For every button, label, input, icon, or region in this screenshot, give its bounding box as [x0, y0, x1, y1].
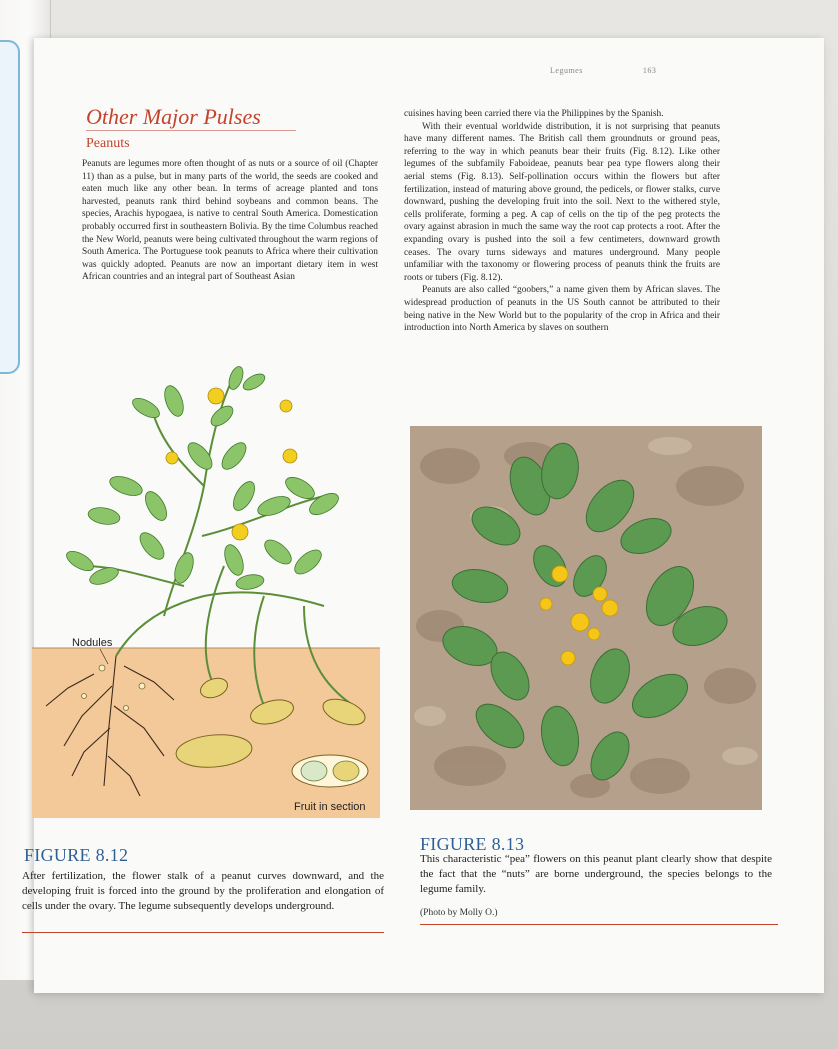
section-title: Other Major Pulses [86, 104, 261, 129]
left-page-fragment [0, 140, 2, 153]
page-number: 163 [642, 66, 657, 75]
text-column-left [82, 158, 378, 284]
fruit-section-callout: Fruit in section [294, 801, 366, 813]
nodules-callout: Nodules [72, 637, 113, 649]
figure-8-13-caption: This characteristic “pea” flowers on this peanut plant clearly show that despite the fact that the “nuts” are borne underground, the species belongs to the legume family. [420, 853, 772, 895]
peanut-plant-illustration [24, 356, 384, 821]
soil-layer [32, 648, 380, 818]
leaves [64, 365, 342, 592]
left-page-fragment [0, 192, 2, 205]
left-page-fragment [0, 153, 2, 166]
left-page-text-fragments [0, 140, 2, 283]
running-head-section: Legumes [550, 66, 583, 75]
figure-8-12-caption: After fertilization, the flower stalk of a peanut curves downward, and the developing fruit is forced into the ground by the proliferation and elongation of cells under the ovary. The legume subsequently develops underground. [22, 870, 384, 912]
fruit-in-section [292, 755, 368, 787]
text-column-right [404, 108, 720, 335]
left-page-fragment [0, 205, 2, 218]
running-head [550, 66, 690, 75]
left-page-fragment [0, 166, 2, 179]
left-page-fragment [0, 231, 2, 244]
figure-8-13-label: FIGURE 8.13 [420, 834, 525, 854]
left-page-fragment [0, 270, 2, 283]
photo-credit: (Photo by Molly O.) [420, 908, 498, 918]
caption-rule [22, 932, 384, 933]
paragraph: cuisines having been carried there via the Philippines by the Spanish. [404, 109, 664, 119]
paragraph: Peanuts are legumes more often thought of as nuts or a source of oil (Chapter 11) than as a pulse, but in many parts of the world, the seeds are cooked and eaten much like any other bean. In terms of acreage planted and tons harvested, peanuts rank third behind soybeans and common beans. The species, Arachis hypogaea, is native to central South America. Domestication probably occurred first in southeastern Bolivia. By the time Columbus reached the New World, peanuts were being cultivated throughout the warm regions of South America. The Portuguese took peanuts to Africa where their cultivation was quickly adopted. Peanuts are now an important dietary item in west African countries and an integral part of Southeast Asian [82, 159, 378, 283]
figure-8-12-label: FIGURE 8.12 [24, 845, 129, 865]
left-page-fragment [0, 218, 2, 231]
subsection-title: Peanuts [86, 136, 130, 151]
left-page-fragment [0, 244, 2, 257]
peanut-plant-photo [410, 426, 762, 810]
left-page-fragment [0, 179, 2, 192]
chapter-tab [0, 40, 20, 374]
caption-rule [420, 924, 778, 925]
left-page-fragment [0, 257, 2, 270]
paragraph: Peanuts are also called “goobers,” a name given them by African slaves. The widespread production of peanuts in the US South cannot be attributed to their being native in the New World but to the popularity of the crop in Africa and their introduction into North America by slaves on southern [404, 285, 720, 334]
title-underline [86, 130, 296, 131]
paragraph: With their eventual worldwide distribution, it is not surprising that peanuts have many different names. The British call them groundnuts or ground peas, referring to the way in which peanuts bear their fruits (Fig. 8.12). Like other legumes of the subfamily Faboideae, peanuts bear pea type flowers along their aerial stems (Fig. 8.13). Self-pollination occurs within the flowers but after fertilization, instead of maturing above ground, the pedicels, or flower stalks, curve downward, pushing the developing fruit into the soil. Next to the withered style, cells proliferate, forming a peg. A cap of cells on the tip of the peg protects the ovary against abrasion in much the same way the root cap protects a root. After the expanding ovary is pushed into the soil a few centimeters, downward growth ceases. The ovary turns sideways and matures underground. Many people unfamiliar with the taxonomy or flowering process of peanuts think the fruits are roots or tubers (Fig. 8.12). [404, 121, 720, 283]
